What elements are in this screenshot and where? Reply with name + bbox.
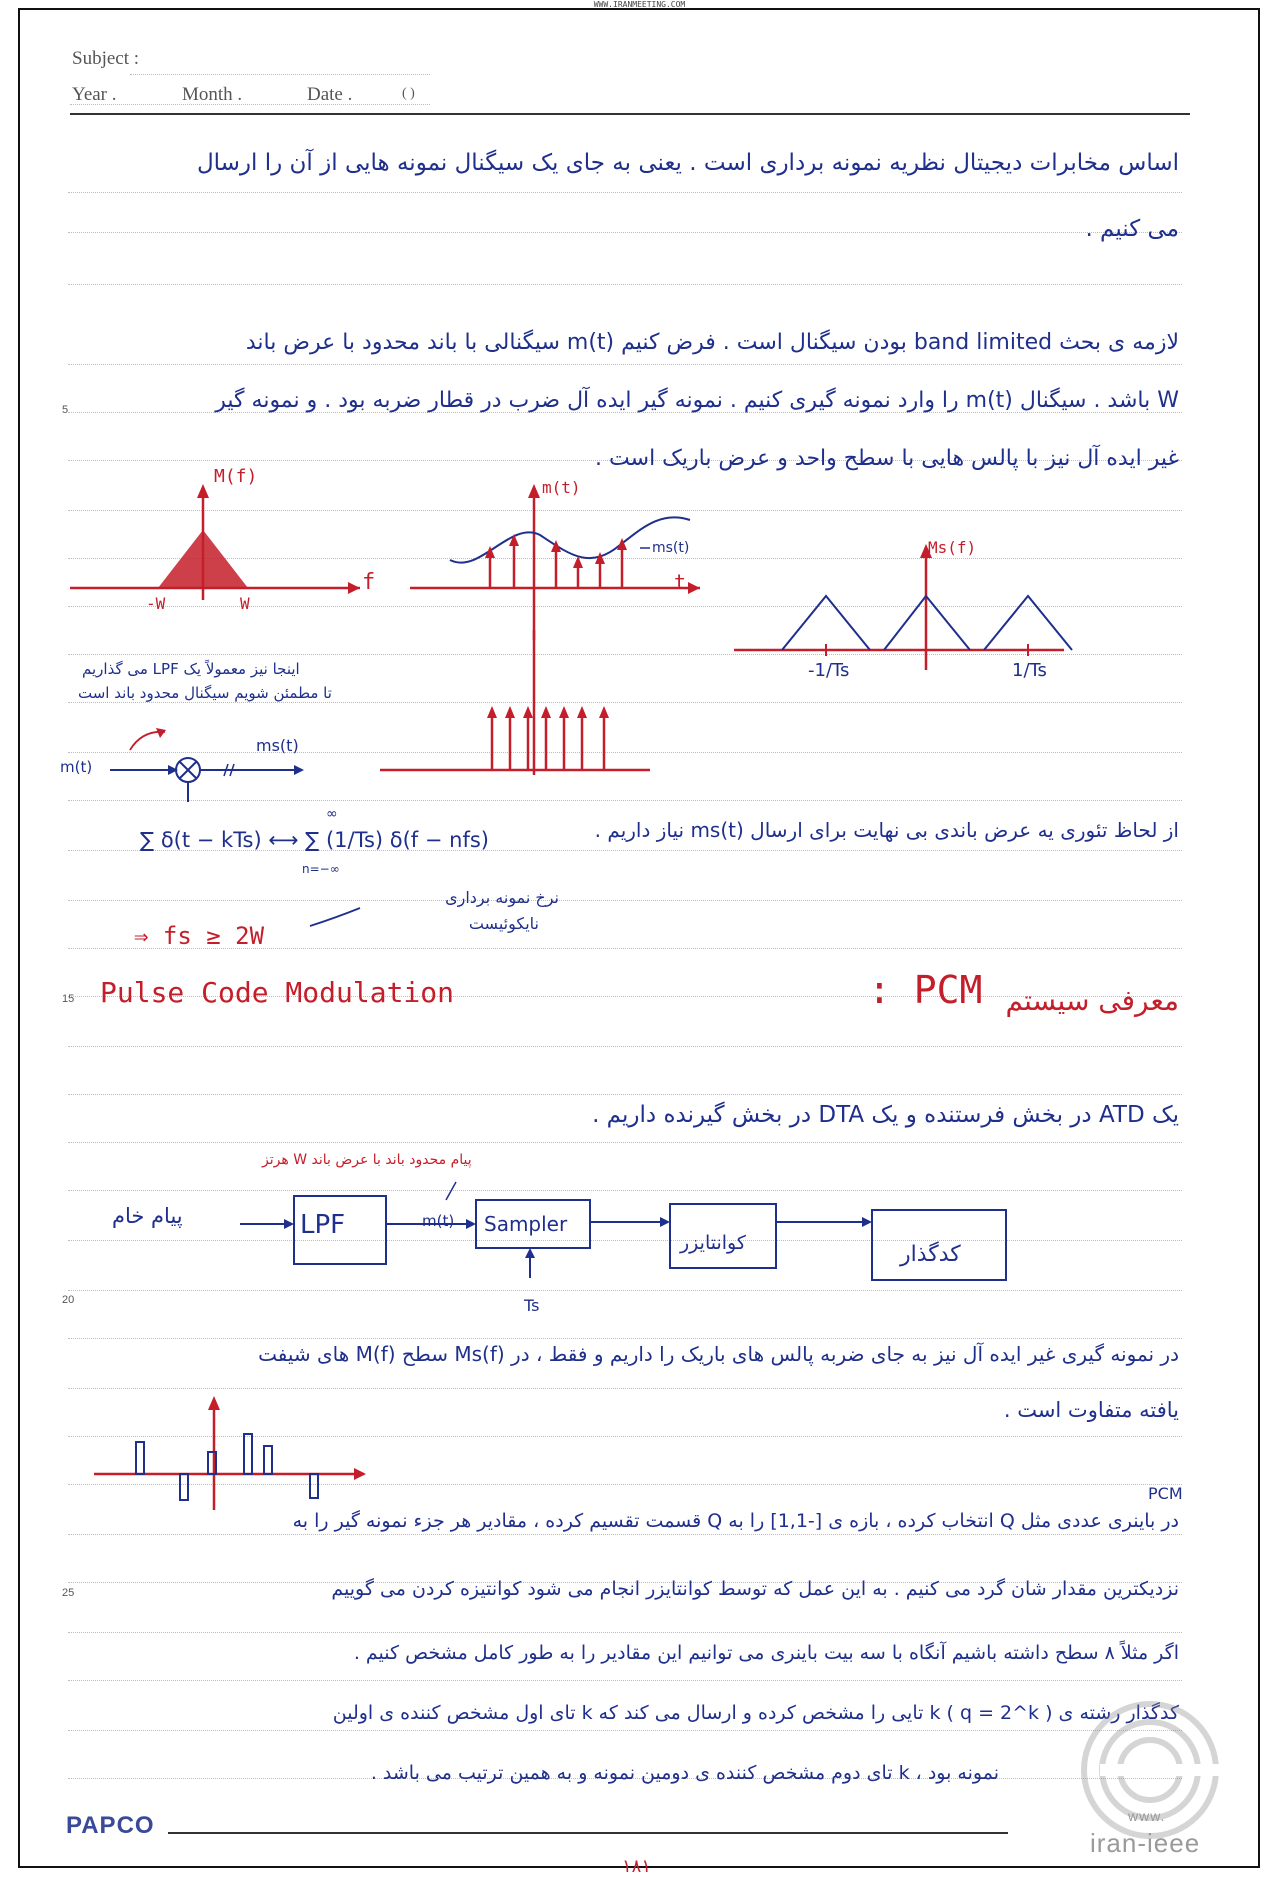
pos-w-label: W — [240, 594, 250, 613]
pcm-english-title: Pulse Code Modulation — [100, 976, 455, 1009]
ruled-line — [68, 1680, 1182, 1681]
impulse-train-equation: ∑ δ(t − kTs) ⟷ ∑ (1/Ts) δ(f − nfs) — [140, 828, 489, 852]
ruled-line — [68, 364, 1182, 365]
pcm-acronym: : PCM — [868, 968, 983, 1012]
mixer-diagram — [60, 720, 330, 810]
ruled-line — [68, 1094, 1182, 1095]
line-number: 20 — [62, 1294, 75, 1306]
spectrum-label: M(f) — [214, 466, 258, 487]
line-number: 25 — [62, 1587, 75, 1599]
date-paren: ( ) — [402, 86, 415, 101]
date-label: Date . — [307, 84, 353, 105]
sampler-clock: Ts — [524, 1296, 540, 1315]
header-rule — [70, 113, 1190, 115]
source-url: WWW.IRANMEETING.COM — [593, 0, 686, 9]
ruled-line — [68, 1632, 1182, 1633]
mixer-output: ms(t) — [256, 736, 299, 755]
line-number: 15 — [62, 993, 75, 1005]
lpf-note-line1: اینجا نیز معمولاً یک LPF می گذاریم — [82, 660, 300, 678]
sum-upper-limit: ∞ — [326, 806, 338, 822]
paragraph-line: غیر ایده آل نیز با پالس هایی با سطح واحد و عرض باریک است . — [595, 446, 1179, 471]
message-spectrum-plot — [70, 470, 380, 620]
subject-line — [130, 74, 430, 75]
line-number: 5 — [62, 404, 69, 416]
ruled-line — [68, 1142, 1182, 1143]
paragraph-line: یافته متفاوت است . — [1003, 1398, 1179, 1422]
paragraph-line: W باشد . سیگنال m(t) را وارد نمونه گیری کنیم . نمونه گیر ایده آل ضرب در قطار ضربه بود . و نمونه گیر — [215, 388, 1179, 413]
footer-rule — [168, 1832, 1008, 1834]
nyquist-note-line2: نایکوئیست — [468, 914, 539, 933]
ruled-line — [68, 232, 1182, 233]
ruled-line — [68, 284, 1182, 285]
time-axis-label: t — [674, 570, 687, 594]
date-line — [70, 104, 430, 105]
iran-ieee-watermark — [1040, 1690, 1230, 1850]
year-label: Year . — [72, 84, 117, 105]
ruled-line — [68, 1388, 1182, 1389]
paragraph-line: در نمونه گیری غیر ایده آل نیز به جای ضربه پالس های باریک را داریم و فقط ، در Ms(f) سطح M(f) های شیفت — [258, 1342, 1179, 1366]
non-ideal-sampling-plot — [94, 1390, 374, 1520]
block-input: پیام خام — [112, 1204, 183, 1228]
block-sampler: Sampler — [484, 1212, 568, 1236]
ruled-line — [68, 1534, 1182, 1535]
paragraph-line: اساس مخابرات دیجیتال نظریه نمونه برداری است . یعنی به جای یک سیگنال نمونه هایی از آن را ارسال — [196, 150, 1179, 176]
nyquist-note-line1: نرخ نمونه برداری — [445, 888, 559, 907]
paragraph-line: لازمه ی بحث band limited بودن سیگنال است . فرض کنیم m(t) سیگنالی با باند محدود با عرض باند — [245, 330, 1179, 355]
sampled-label: ms(t) — [652, 540, 690, 556]
watermark-text: iran-ieee — [1090, 1828, 1201, 1858]
block-lpf: LPF — [300, 1210, 346, 1240]
nyquist-condition: ⇒ fs ≥ 2W — [134, 922, 265, 950]
lpf-note-line2: تا مطمئن شویم سیگنال محدود باند است — [78, 684, 332, 702]
freq-axis-label: f — [362, 570, 376, 595]
neg-fs-label: -1/Ts — [808, 660, 850, 681]
papco-logo: PAPCO — [66, 1812, 155, 1839]
pos-fs-label: 1/Ts — [1012, 660, 1047, 681]
watermark-www: www. — [1128, 1808, 1166, 1824]
month-label: Month . — [182, 84, 243, 105]
ruled-line — [68, 1046, 1182, 1047]
paragraph-line: نمونه بود ، k تای دوم مشخص کننده ی دومین نمونه و به همین ترتیب می باشد . — [370, 1762, 999, 1784]
neg-w-label: -W — [146, 594, 166, 613]
mixer-input: m(t) — [60, 758, 93, 776]
ruled-line — [68, 900, 1182, 901]
page-number: ۱۸۱ — [622, 1856, 652, 1877]
sum-lower-limit: n=−∞ — [302, 862, 340, 876]
margin-note: PCM — [1148, 1484, 1183, 1503]
sampled-signal-plot — [410, 480, 710, 780]
ruled-line — [68, 1338, 1182, 1339]
paragraph-line: اگر مثلاً ۸ سطح داشته باشیم آنگاه با سه بیت باینری می توانیم این مقادیر را به طور کامل مشخص کنیم . — [353, 1642, 1179, 1664]
paragraph-line: در باینری عددی مثل Q انتخاب کرده ، بازه ی [-1,1] را به Q قسمت تقسیم کرده ، مقادیر هر جزء نمونه گیر را به — [292, 1510, 1179, 1532]
block-quantizer: کوانتایزر — [680, 1232, 746, 1254]
nyquist-arrow — [310, 896, 370, 936]
pcm-persian-title: معرفی سیستم — [1005, 984, 1179, 1017]
block-encoder: کدگذار — [900, 1242, 961, 1267]
paragraph-line: می کنیم . — [1085, 216, 1179, 242]
signal-label: m(t) — [542, 478, 581, 497]
ruled-line — [68, 1730, 1182, 1731]
block-mid-signal: m(t) — [422, 1212, 455, 1230]
paragraph-line: یک ATD در بخش فرستنده و یک DTA در بخش گیرنده داریم . — [592, 1102, 1179, 1128]
block-mid-note: پیام محدود باند با عرض باند W هرتز — [262, 1152, 472, 1168]
subject-label: Subject : — [72, 48, 140, 69]
paragraph-line: نزدیکترین مقدار شان گرد می کنیم . به این عمل که توسط کوانتایزر انجام می شود کوانتیزه کردن می گوییم — [331, 1578, 1179, 1600]
sampled-spectrum-label: Ms(f) — [928, 538, 977, 557]
ruled-line — [68, 192, 1182, 193]
paragraph-line: از لحاظ تئوری یه عرض باندی بی نهایت برای ارسال ms(t) نیاز داریم . — [594, 818, 1179, 842]
paragraph-line: کدگذار رشته ی ( q = 2^k ) k تایی را مشخص کرده و ارسال می کند که k تای اول مشخص کننده ی اولین — [332, 1702, 1179, 1724]
